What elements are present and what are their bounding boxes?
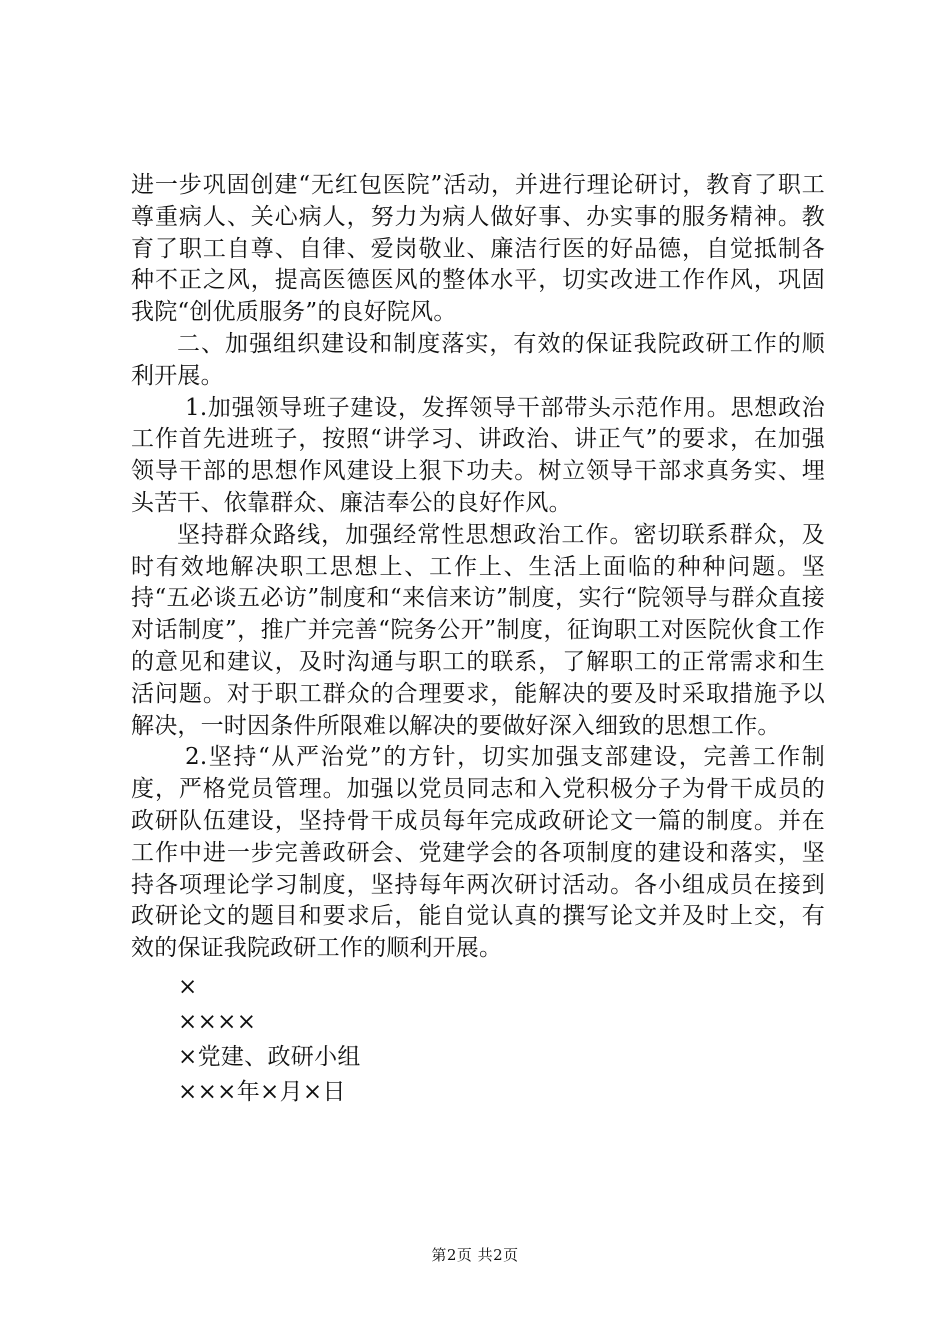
signature-line-2: ×××× [178,1009,257,1035]
signature-line-1: × [178,974,198,1000]
signature-date: ×××年×月×日 [178,1079,346,1105]
paragraph-leadership: 1.加强领导班子建设，发挥领导干部带头示范作用。思想政治工作首先进班子，按照“讲学习、讲政治、讲正气”的要求，在加强领导干部的思想作风建设上狠下功夫。树立领导干部求真务实、埋头苦干、依靠群众、廉洁奉公的良好作风。 [131,394,825,516]
paragraph-continuation: 进一步巩固创建“无红包医院”活动，并进行理论研讨，教育了职工尊重病人、关心病人，努力为病人做好事、办实事的服务精神。教育了职工自尊、自律、爱岗敬业、廉洁行医的好品德，自觉抵制各种不正之风，提高医德医风的整体水平，切实改进工作作风，巩固我院“创优质服务”的良好院风。 [131,172,825,326]
page-footer: 第2页 共2页 [431,1246,519,1264]
paragraph-mass-line: 坚持群众路线，加强经常性思想政治工作。密切联系群众，及时有效地解决职工思想上、工作上、生活上面临的种种问题。坚持“五必谈五必访”制度和“来信来访”制度，实行“院领导与群众直接对话制度”，推广并完善“院务公开”制度，征询职工对医院伙食工作的意见和建议，及时沟通与职工的联系，了解职工的正常需求和生活问题。对于职工群众的合理要求，能解决的要及时采取措施予以解决，一时因条件所限难以解决的要做好深入细致的思想工作。 [131,521,825,739]
signature-organization: ×党建、政研小组 [178,1044,361,1070]
signature-block [178,970,361,1110]
document-body [131,170,825,965]
section-heading-organization: 二、加强组织建设和制度落实，有效的保证我院政研工作的顺利开展。 [131,330,825,389]
paragraph-party-discipline: 2.坚持“从严治党”的方针，切实加强支部建设，完善工作制度，严格党员管理。加强以党员同志和入党积极分子为骨干成员的政研队伍建设，坚持骨干成员每年完成政研论文一篇的制度。并在工作中进一步完善政研会、党建学会的各项制度的建设和落实，坚持各项理论学习制度，坚持每年两次研讨活动。各小组成员在接到政研论文的题目和要求后，能自觉认真的撰写论文并及时上交，有效的保证我院政研工作的顺利开展。 [131,744,825,962]
